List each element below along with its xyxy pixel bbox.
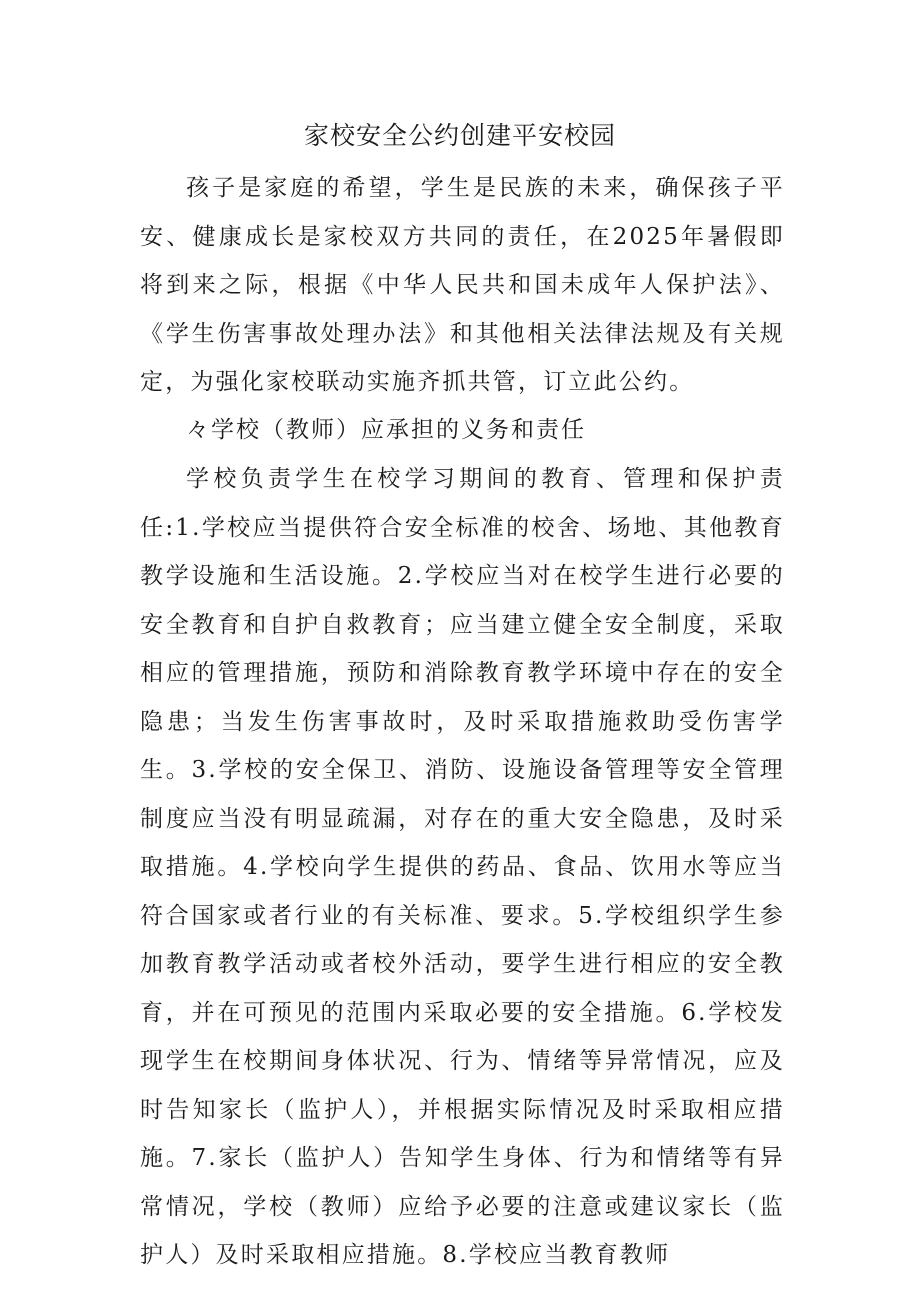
section-paragraph: 学校负责学生在校学习期间的教育、管理和保护责任:1.学校应当提供符合安全标准的校舍、场地、其他教育教学设施和生活设施。2.学校应当对在校学生进行必要的安全教育和自护自救教育；应当建立健全安全制度，采取相应的管理措施，预防和消除教育教学环境中存在的安全隐患；当发生伤害事故时，及时采取措施救助受伤害学生。3.学校的安全保卫、消防、设施设备管理等安全管理制度应当没有明显疏漏，对存在的重大安全隐患，及时采取措施。4.学校向学生提供的药品、食品、饮用水等应当符合国家或者行业的有关标准、要求。5.学校组织学生参加教育教学活动或者校外活动，要学生进行相应的安全教育，并在可预见的范围内采取必要的安全措施。6.学校发现学生在校期间身体状况、行为、情绪等异常情况，应及时告知家长（监护人），并根据实际情况及时采取相应措施。7.家长（监护人）告知学生身体、行为和情绪等有异常情况，学校（教师）应给予必要的注意或建议家长（监护人）及时采取相应措施。8.学校应当教育教师 [140,466,785,1268]
intro-paragraph: 孩子是家庭的希望，学生是民族的未来，确保孩子平安、健康成长是家校双方共同的责任，在2025年暑假即将到来之际，根据《中华人民共和国未成年人保护法》、《学生伤害事故处理办法》和其他相关法律法规及有关规定，为强化家校联动实施齐抓共管，订立此公约。 [140,175,785,395]
document-title: 家校安全公约创建平安校园 [303,121,616,150]
section-heading: 々学校（教师）应承担的义务和责任 [186,417,586,443]
